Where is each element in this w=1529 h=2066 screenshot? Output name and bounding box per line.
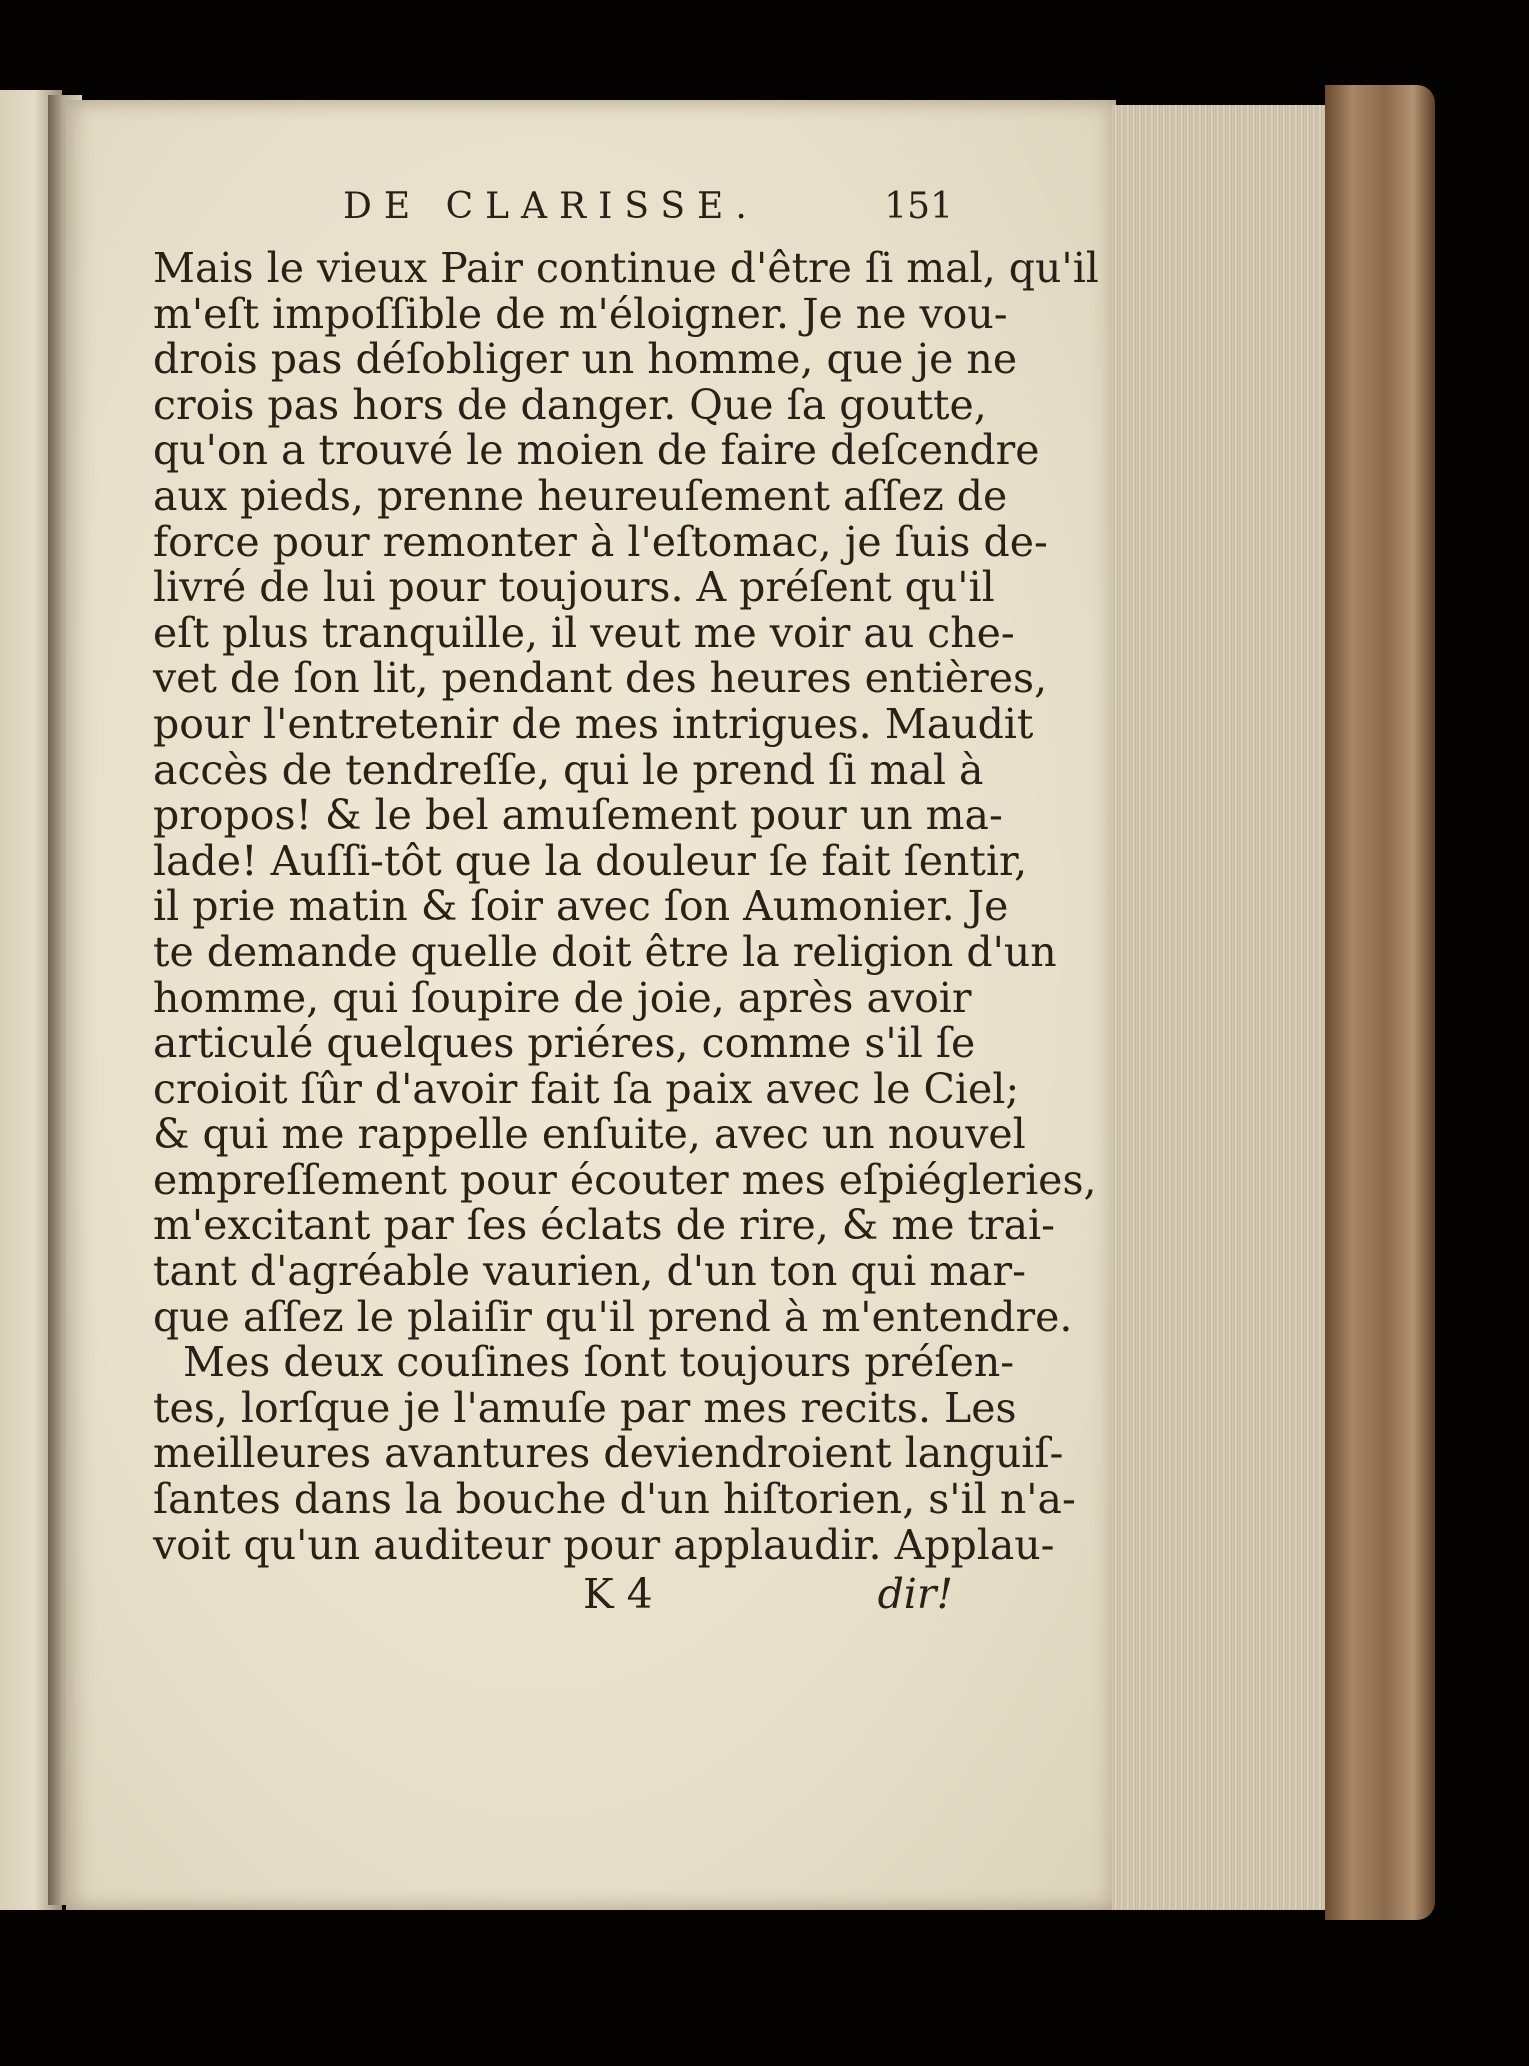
running-title: DE CLARISSE. — [343, 186, 759, 227]
text-line: m'excitant par ſes éclats de rire, & me trai- — [153, 1201, 1055, 1250]
page-footer — [153, 1572, 953, 1618]
text-line: lade! Auſſi-tôt que la douleur ſe fait ſentir, — [153, 836, 1028, 885]
text-line: eſt plus tranquille, il veut me voir au che- — [153, 608, 1015, 657]
text-line: ſantes dans la bouche d'un hiſtorien, s'il n'a- — [153, 1475, 1076, 1524]
book-cover — [1325, 85, 1435, 1920]
text-line: force pour remonter à l'eſtomac, je ſuis de- — [153, 517, 1048, 566]
text-line: propos! & le bel amuſement pour un ma- — [153, 791, 1003, 840]
page-edges — [1112, 105, 1352, 1910]
text-line: il prie matin & ſoir avec ſon Aumonier. Je — [153, 882, 1009, 931]
page-number: 151 — [884, 186, 953, 227]
text-line: que aſſez le plaiſir qu'il prend à m'entendre. — [153, 1292, 1073, 1341]
text-line: vet de ſon lit, pendant des heures entières, — [153, 654, 1048, 703]
text-line: livré de lui pour toujours. A préſent qu'il — [153, 563, 995, 612]
text-line: qu'on a trouvé le moien de faire deſcendre — [153, 426, 1040, 475]
text-line: aux pieds, prenne heureuſement aſſez de — [153, 471, 1008, 520]
text-line: & qui me rappelle enſuite, avec un nouvel — [153, 1110, 1026, 1159]
text-line: drois pas déſobliger un homme, que je ne — [153, 335, 1018, 384]
text-line: tant d'agréable vaurien, d'un ton qui mar- — [153, 1247, 1026, 1296]
catchword: dir! — [877, 1570, 953, 1619]
body-text — [153, 244, 1099, 1569]
text-line: tes, lorſque je l'amuſe par mes recits. Les — [153, 1383, 1017, 1432]
text-line: pour l'entretenir de mes intrigues. Maudit — [153, 699, 1034, 748]
text-line: m'eſt impoſſible de m'éloigner. Je ne vou- — [153, 289, 1008, 338]
text-line: te demande quelle doit être la religion d'un — [153, 927, 1057, 976]
text-line: homme, qui ſoupire de joie, après avoir — [153, 973, 972, 1022]
text-line: accès de tendreſſe, qui le prend ſi mal à — [153, 745, 984, 794]
text-line: Mais le vieux Pair continue d'être ſi mal, qu'il — [153, 244, 1099, 292]
running-head — [153, 184, 953, 246]
signature-mark: K 4 — [583, 1570, 653, 1619]
text-line: articulé quelques priéres, comme s'il ſe — [153, 1019, 976, 1068]
text-line: Mes deux couſines ſont toujours préſen- — [183, 1338, 1015, 1387]
text-line: crois pas hors de danger. Que ſa goutte, — [153, 380, 987, 429]
text-line: croioit ſûr d'avoir fait ſa paix avec le Ciel; — [153, 1064, 1020, 1113]
text-line: empreſſement pour écouter mes eſpiégleries, — [153, 1155, 1097, 1204]
text-line: meilleures avantures deviendroient languiſ- — [153, 1429, 1064, 1478]
text-block — [153, 184, 1099, 1619]
text-line: voit qu'un auditeur pour applaudir. Applau- — [153, 1520, 1055, 1569]
